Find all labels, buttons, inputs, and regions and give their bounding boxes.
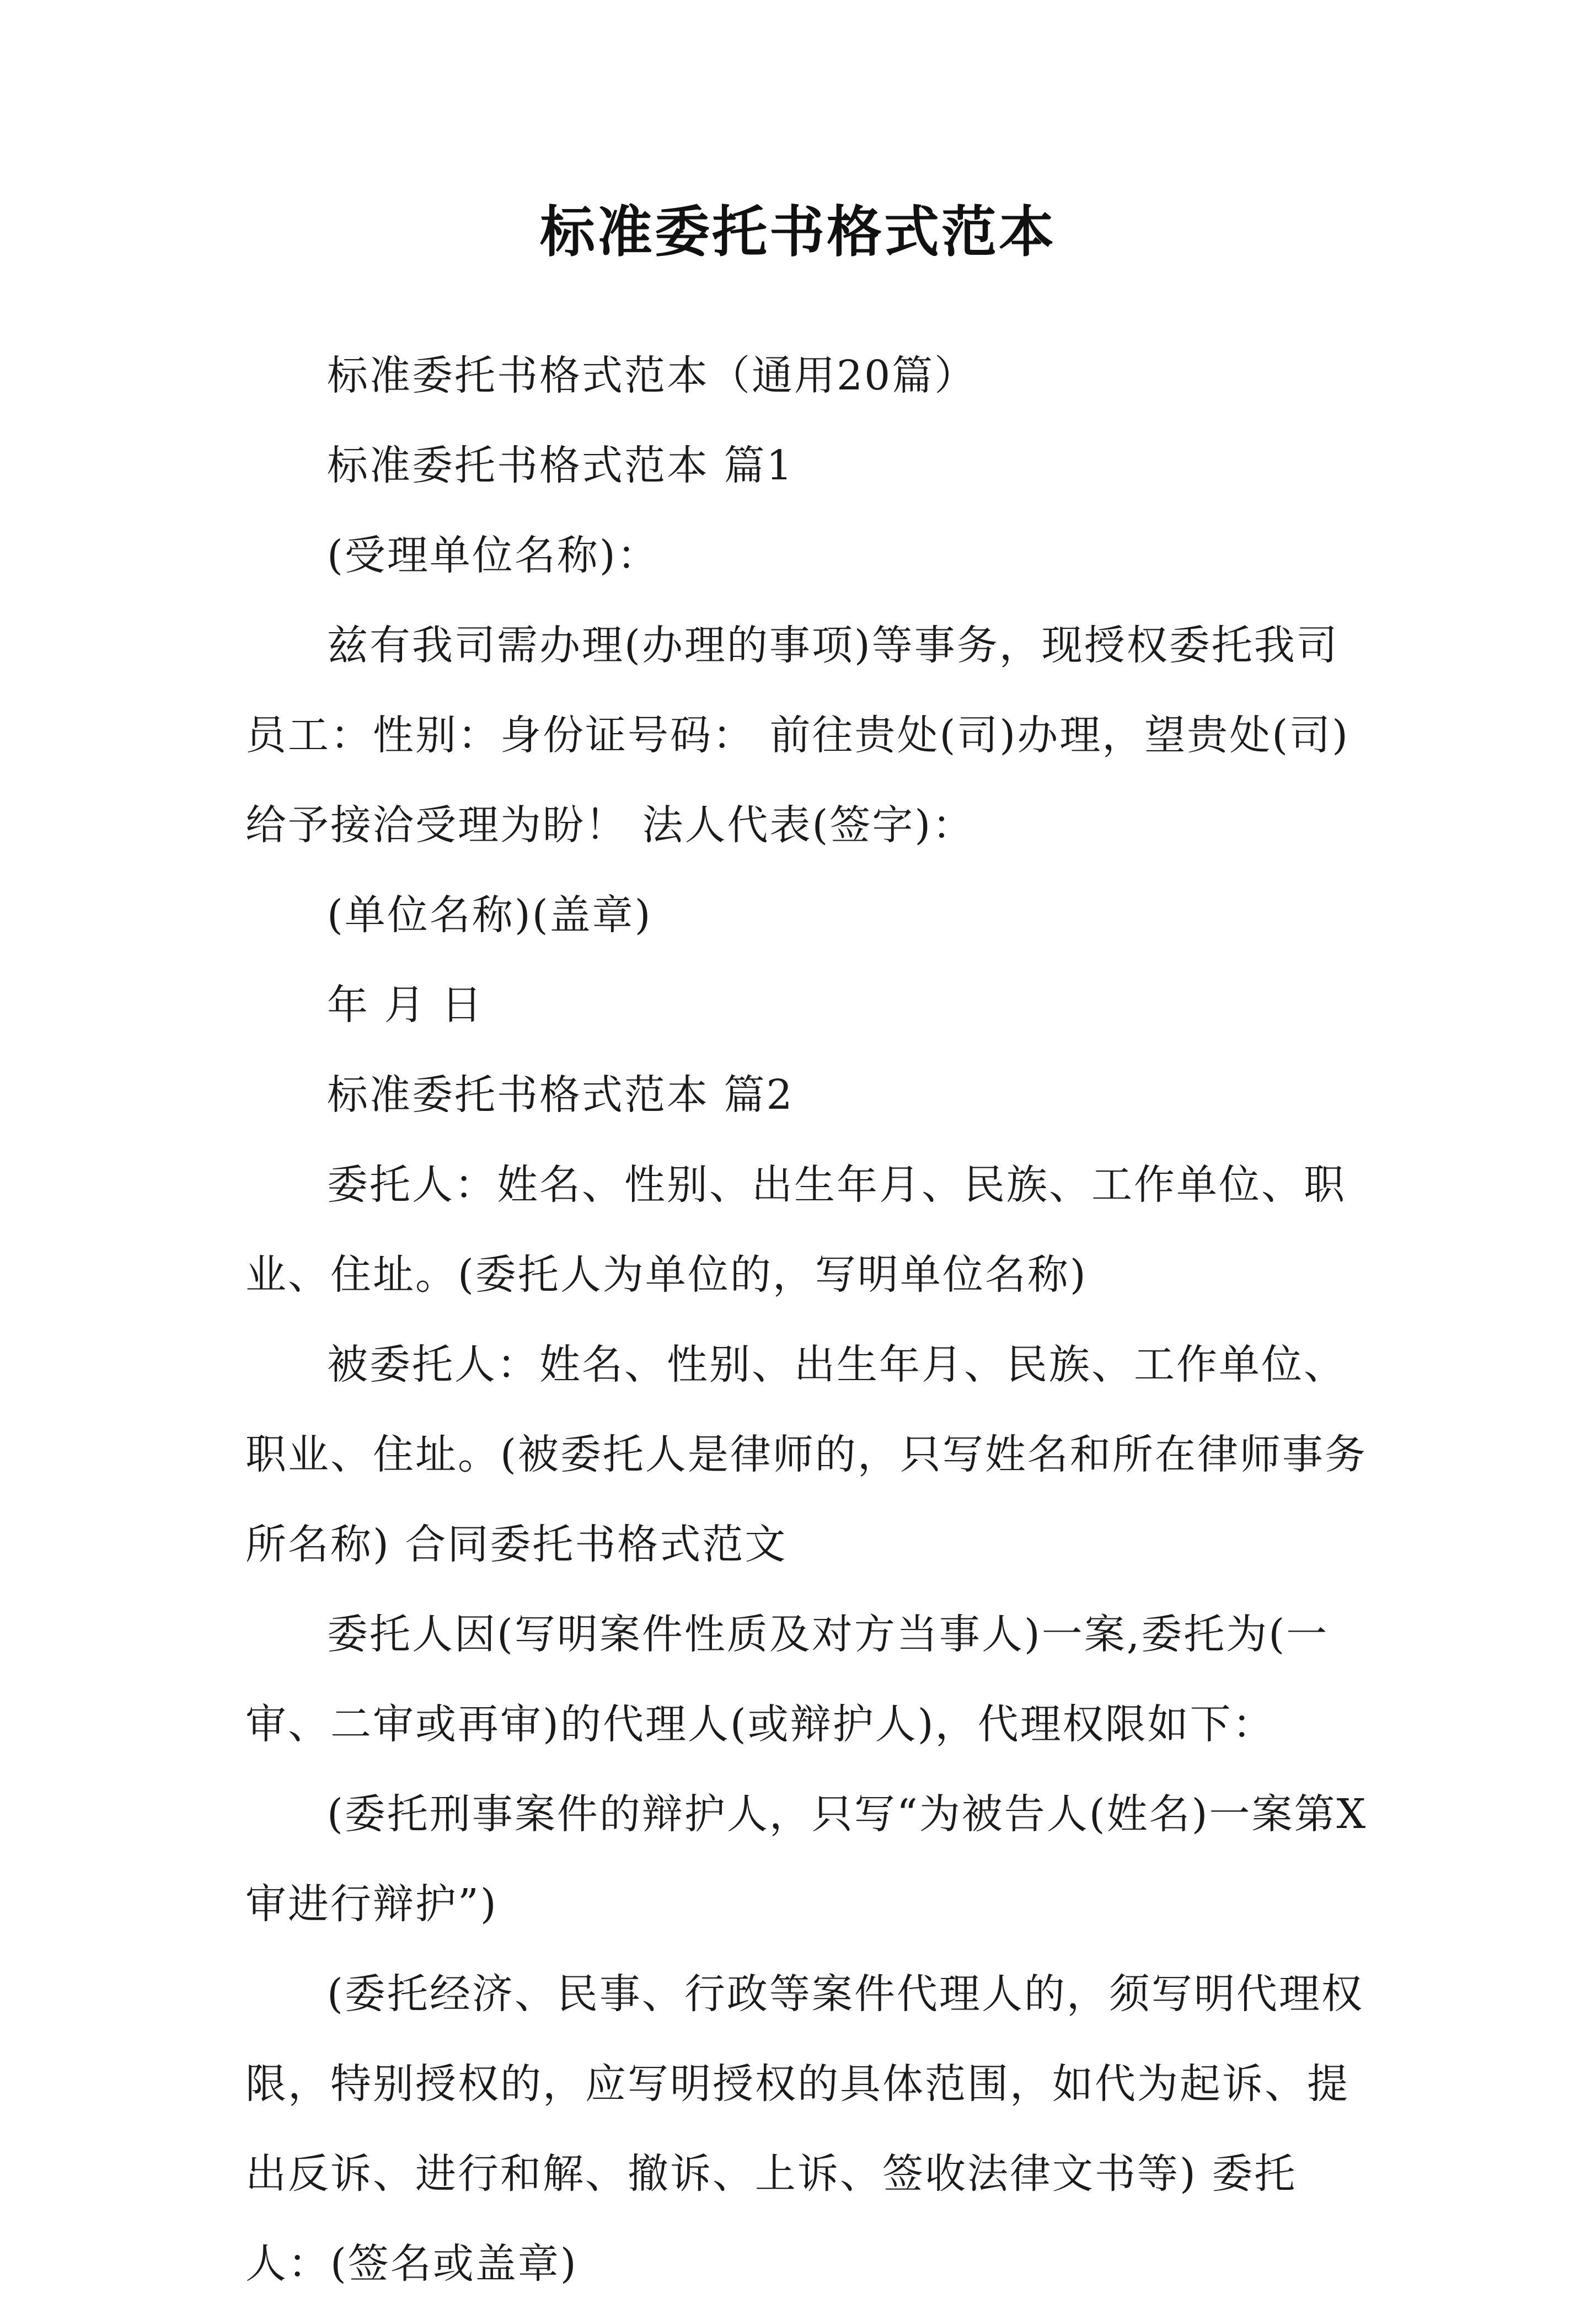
paragraph-authorization: 兹有我司需办理(办理的事项)等事务，现授权委托我司员工：性别：身份证号码： 前往贵处(司)办理，望贵处(司)给予接洽受理为盼！ 法人代表(签字)： (245, 622, 1349, 849)
paragraph-case: 委托人因(写明案件性质及对方当事人)一案,委托为(一审、二审或再审)的代理人(或辩护人)，代理权限如下： (245, 1611, 1329, 1748)
paragraph-unit-seal: (单位名称)(盖章) (327, 891, 652, 939)
paragraph-agent: 被委托人：姓名、性别、出生年月、民族、工作单位、职业、住址。(被委托人是律师的，只写姓名和所在律师事务所名称) 合同委托书格式范文 (245, 1341, 1367, 1568)
paragraph-date: 年 月 日 (327, 981, 484, 1029)
paragraph-section-2-heading: 标准委托书格式范本 篇2 (327, 1071, 794, 1119)
paragraph-criminal-defense: (委托刑事案件的辩护人，只写“为被告人(姓名)一案第X审进行辩护”) (245, 1790, 1368, 1928)
document-body (245, 331, 1370, 2309)
document-title: 标准委托书格式范本 (540, 199, 1056, 264)
paragraph-collection-heading: 标准委托书格式范本（通用20篇） (327, 352, 977, 399)
paragraph-section-1-heading: 标准委托书格式范本 篇1 (327, 442, 794, 489)
paragraph-agency-scope: (委托经济、民事、行政等案件代理人的，须写明代理权限，特别授权的，应写明授权的具体范围，如代为起诉、提出反诉、进行和解、撤诉、上诉、签收法律文书等) 委托人：(签名或盖章) (245, 1970, 1364, 2287)
paragraph-principal: 委托人：姓名、性别、出生年月、民族、工作单位、职业、住址。(委托人为单位的，写明单位名称) (245, 1161, 1346, 1298)
paragraph-recipient: (受理单位名称)： (327, 532, 660, 579)
